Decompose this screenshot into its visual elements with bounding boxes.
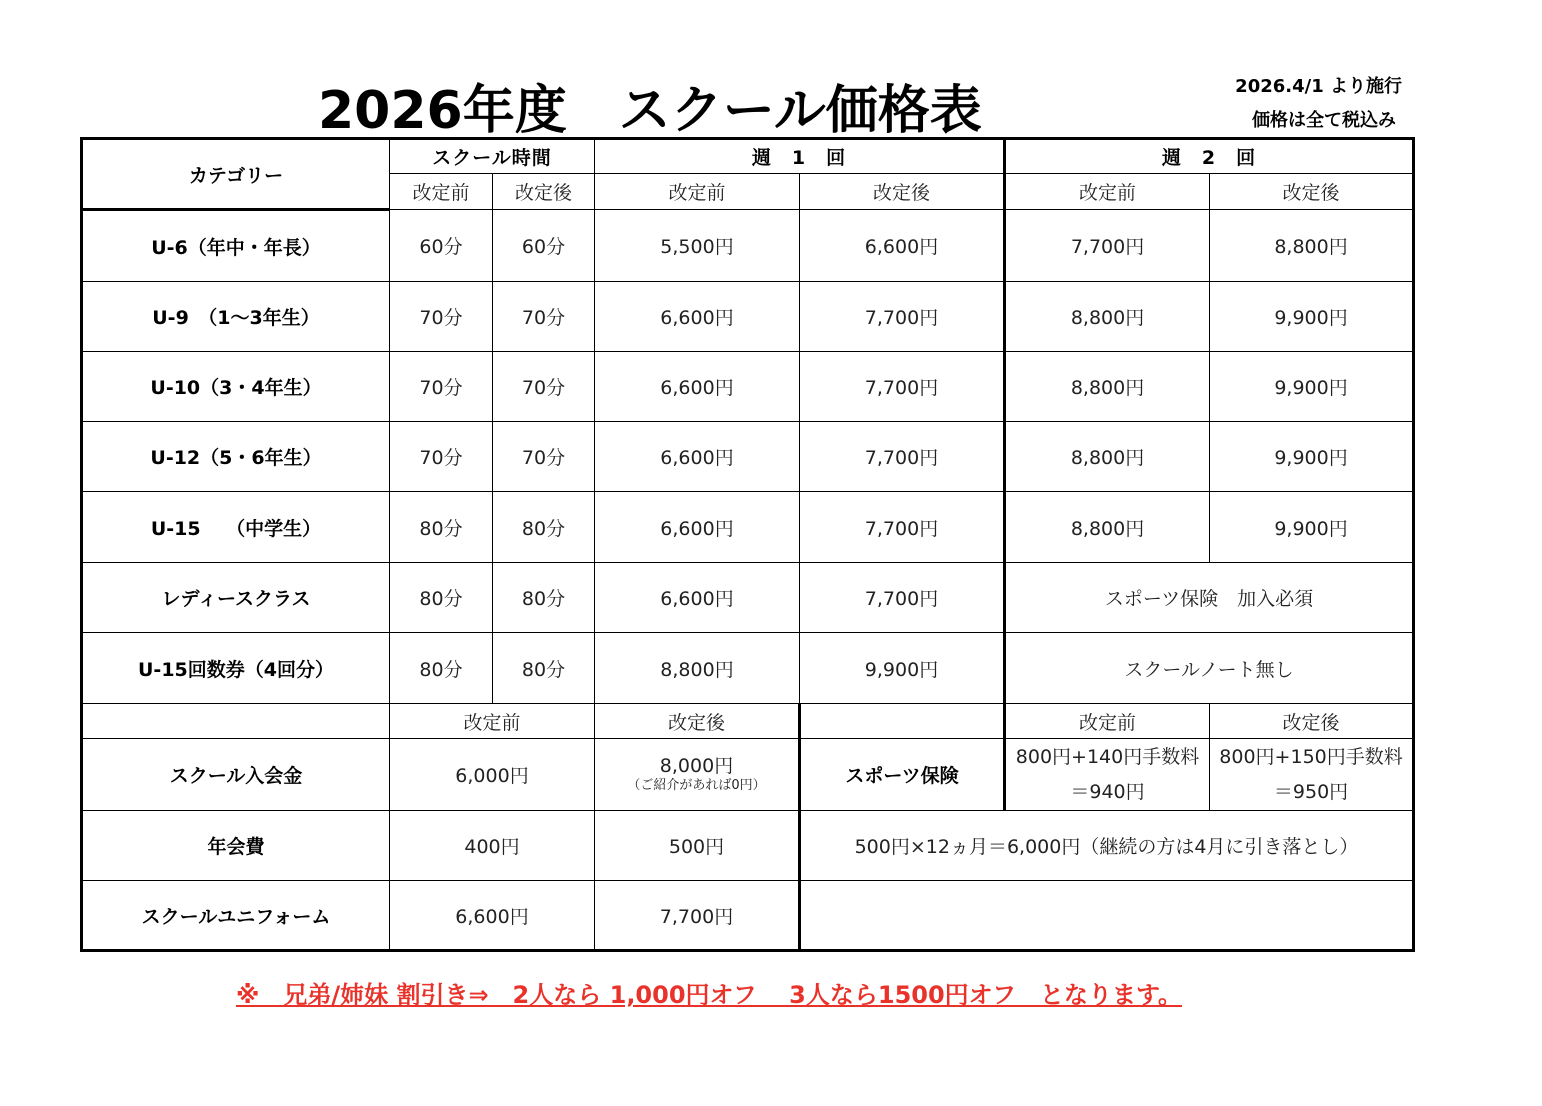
row-w1-after: 7,700円 <box>800 563 1005 633</box>
row-w2-before: 8,800円 <box>1005 282 1210 352</box>
row-category: U-9 （1～3年生） <box>82 282 390 352</box>
row-w1-before: 6,600円 <box>595 422 800 492</box>
header-w1-before: 改定前 <box>595 174 800 210</box>
row-time-before: 60分 <box>390 210 493 282</box>
row-time-before: 70分 <box>390 422 493 492</box>
row-w1-before: 6,600円 <box>595 282 800 352</box>
row-category: U-12（5・6年生） <box>82 422 390 492</box>
enrollment-before: 6,000円 <box>390 739 595 811</box>
page-title <box>318 68 998 143</box>
uniform-row <box>82 881 1414 951</box>
annual-after: 500円 <box>595 811 800 881</box>
row-w1-before: 5,500円 <box>595 210 800 282</box>
fees-header-before: 改定前 <box>390 704 595 739</box>
row-note: スクールノート無し <box>1005 633 1414 704</box>
row-time-before: 80分 <box>390 633 493 704</box>
insurance-header-before: 改定前 <box>1005 704 1210 739</box>
price-table <box>80 137 1415 952</box>
header-weekly1: 週 1 回 <box>595 139 1005 174</box>
row-time-after: 80分 <box>493 633 595 704</box>
row-time-before: 80分 <box>390 492 493 563</box>
sibling-discount-note: ※ 兄弟/姉妹 割引き⇒ 2人なら 1,000円オフ 3人なら1500円オフ となります。 <box>236 981 1183 1009</box>
table-row <box>82 492 1414 563</box>
row-note: スポーツ保険 加入必須 <box>1005 563 1414 633</box>
table-row-ticket <box>82 633 1414 704</box>
table-row <box>82 210 1414 282</box>
row-w2-after: 9,900円 <box>1210 352 1414 422</box>
uniform-before: 6,600円 <box>390 881 595 951</box>
row-category: U-15 （中学生） <box>82 492 390 563</box>
tax-note: 価格は全て税込み <box>1252 110 1396 131</box>
row-time-after: 80分 <box>493 492 595 563</box>
header-school-time: スクール時間 <box>390 139 595 174</box>
annual-before: 400円 <box>390 811 595 881</box>
uniform-after: 7,700円 <box>595 881 800 951</box>
row-time-after: 60分 <box>493 210 595 282</box>
row-w2-before: 7,700円 <box>1005 210 1210 282</box>
row-category: U-10（3・4年生） <box>82 352 390 422</box>
annual-label: 年会費 <box>82 811 390 881</box>
enrollment-after: 8,000円 <box>659 754 734 777</box>
row-w1-after: 7,700円 <box>800 282 1005 352</box>
row-time-after: 80分 <box>493 563 595 633</box>
header-weekly2: 週 2 回 <box>1005 139 1414 174</box>
insurance-before-cell <box>1005 739 1210 811</box>
table-row <box>82 282 1414 352</box>
enrollment-after-note: （ご紹介があれば0円） <box>627 778 766 794</box>
row-time-after: 70分 <box>493 422 595 492</box>
insurance-label: スポーツ保険 <box>800 739 1005 811</box>
row-time-after: 70分 <box>493 282 595 352</box>
uniform-label: スクールユニフォーム <box>82 881 390 951</box>
header-time-after: 改定後 <box>493 174 595 210</box>
uniform-empty <box>800 881 1414 951</box>
table-row-ladies <box>82 563 1414 633</box>
row-w1-before: 8,800円 <box>595 633 800 704</box>
row-w1-before: 6,600円 <box>595 352 800 422</box>
header-row-1 <box>82 139 1414 174</box>
table-row <box>82 352 1414 422</box>
row-time-after: 70分 <box>493 352 595 422</box>
enrollment-label: スクール入会金 <box>82 739 390 811</box>
row-w1-after: 9,900円 <box>800 633 1005 704</box>
annual-fee-row <box>82 811 1414 881</box>
header-w1-after: 改定後 <box>800 174 1005 210</box>
insurance-after-line1: 800円+150円手数料 <box>1219 746 1403 769</box>
enrollment-row <box>82 739 1414 811</box>
fees-header-row <box>82 704 1414 739</box>
fees-header-after: 改定後 <box>595 704 800 739</box>
header-category: カテゴリー <box>82 139 390 210</box>
row-w2-before: 8,800円 <box>1005 352 1210 422</box>
row-category: レディースクラス <box>82 563 390 633</box>
row-time-before: 80分 <box>390 563 493 633</box>
annual-note: 500円×12ヵ月＝6,000円（継続の方は4月に引き落とし） <box>800 811 1414 881</box>
fees-header-empty-2 <box>800 704 1005 739</box>
row-time-before: 70分 <box>390 282 493 352</box>
table-row <box>82 422 1414 492</box>
insurance-before-line1: 800円+140円手数料 <box>1015 746 1200 769</box>
row-w2-after: 9,900円 <box>1210 282 1414 352</box>
header-w2-after: 改定後 <box>1210 174 1414 210</box>
row-w1-before: 6,600円 <box>595 492 800 563</box>
row-w1-after: 7,700円 <box>800 492 1005 563</box>
row-category: U-6（年中・年長） <box>82 210 390 282</box>
row-w2-after: 9,900円 <box>1210 492 1414 563</box>
row-w2-before: 8,800円 <box>1005 492 1210 563</box>
header-time-before: 改定前 <box>390 174 493 210</box>
fees-header-empty <box>82 704 390 739</box>
row-time-before: 70分 <box>390 352 493 422</box>
insurance-after-line2: ＝950円 <box>1273 780 1349 803</box>
row-w2-after: 8,800円 <box>1210 210 1414 282</box>
header-w2-before: 改定前 <box>1005 174 1210 210</box>
row-w2-before: 8,800円 <box>1005 422 1210 492</box>
row-w1-after: 7,700円 <box>800 422 1005 492</box>
row-w1-after: 6,600円 <box>800 210 1005 282</box>
title-year: 2026年度 <box>318 81 567 141</box>
insurance-after-cell <box>1210 739 1414 811</box>
insurance-before-line2: ＝940円 <box>1070 780 1145 803</box>
effective-date-note: 2026.4/1 より施行 <box>1235 76 1402 97</box>
row-w1-after: 7,700円 <box>800 352 1005 422</box>
title-name: スクール価格表 <box>618 81 982 141</box>
insurance-header-after: 改定後 <box>1210 704 1414 739</box>
row-w1-before: 6,600円 <box>595 563 800 633</box>
row-category: U-15回数券（4回分） <box>82 633 390 704</box>
enrollment-after-cell <box>595 739 800 811</box>
row-w2-after: 9,900円 <box>1210 422 1414 492</box>
